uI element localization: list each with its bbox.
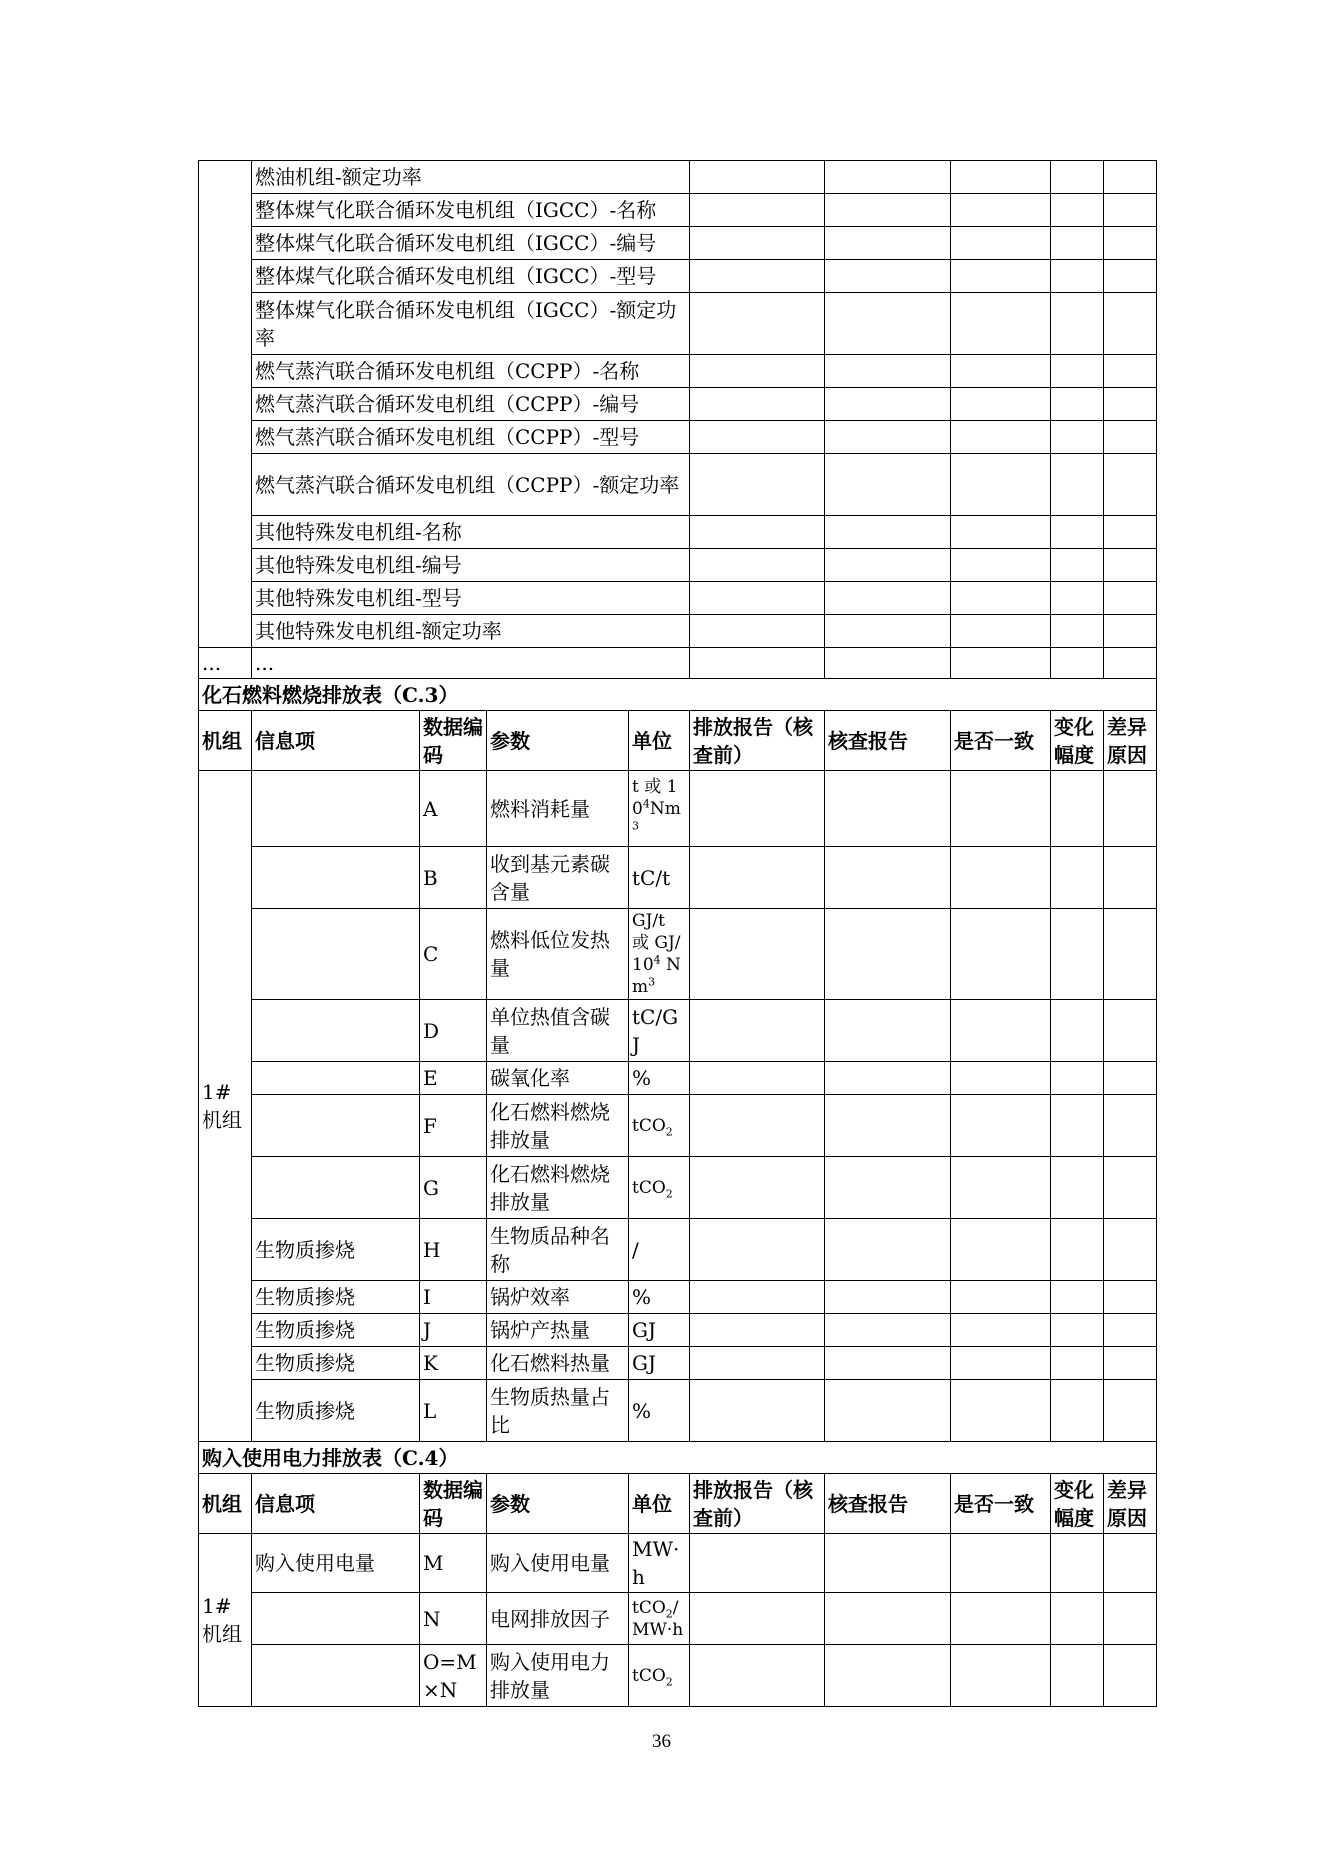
code-cell: K bbox=[420, 1347, 487, 1380]
header-change: 变化幅度 bbox=[1051, 1474, 1104, 1534]
empty-cell bbox=[690, 293, 825, 355]
empty-cell bbox=[825, 1281, 951, 1314]
unit-cell: / bbox=[629, 1219, 690, 1281]
empty-cell bbox=[825, 615, 951, 648]
header-consistent: 是否一致 bbox=[951, 1474, 1051, 1534]
empty-cell bbox=[1104, 1062, 1157, 1095]
table-row bbox=[199, 1645, 1157, 1707]
table-row bbox=[199, 771, 1157, 847]
table-row bbox=[199, 1534, 1157, 1593]
empty-cell bbox=[1051, 1380, 1104, 1442]
unit-label: 1#机组 bbox=[199, 771, 252, 1442]
info-item: 燃油机组-额定功率 bbox=[252, 161, 690, 194]
empty-cell bbox=[825, 582, 951, 615]
header-report: 排放报告（核查前） bbox=[690, 1474, 825, 1534]
code-cell: B bbox=[420, 847, 487, 909]
empty-cell bbox=[1104, 1347, 1157, 1380]
info-cell bbox=[252, 1593, 420, 1645]
table-row bbox=[199, 355, 1157, 388]
info-item: 其他特殊发电机组-型号 bbox=[252, 582, 690, 615]
empty-cell bbox=[951, 227, 1051, 260]
info-cell bbox=[252, 771, 420, 847]
param-cell: 生物质品种名称 bbox=[487, 1219, 629, 1281]
empty-cell bbox=[690, 771, 825, 847]
param-cell: 锅炉产热量 bbox=[487, 1314, 629, 1347]
empty-cell bbox=[1051, 1314, 1104, 1347]
header-change: 变化幅度 bbox=[1051, 711, 1104, 771]
table-row bbox=[199, 648, 1157, 679]
empty-cell bbox=[951, 549, 1051, 582]
table-row bbox=[199, 1380, 1157, 1442]
empty-cell bbox=[1104, 227, 1157, 260]
info-item: 燃气蒸汽联合循环发电机组（CCPP）-型号 bbox=[252, 421, 690, 454]
code-cell: C bbox=[420, 909, 487, 1000]
empty-cell bbox=[1051, 388, 1104, 421]
empty-cell bbox=[1104, 516, 1157, 549]
unit-text: / MW·h bbox=[632, 1597, 684, 1640]
table-row bbox=[199, 1157, 1157, 1219]
empty-cell bbox=[1051, 1062, 1104, 1095]
info-item: 其他特殊发电机组-额定功率 bbox=[252, 615, 690, 648]
table-row bbox=[199, 679, 1157, 711]
empty-cell bbox=[690, 648, 825, 679]
empty-cell bbox=[690, 1380, 825, 1442]
code-cell: O=M×N bbox=[420, 1645, 487, 1707]
empty-cell bbox=[1104, 847, 1157, 909]
empty-cell bbox=[1104, 293, 1157, 355]
empty-cell bbox=[1051, 1095, 1104, 1157]
info-cell: 购入使用电量 bbox=[252, 1534, 420, 1593]
table-row bbox=[199, 1095, 1157, 1157]
section-title: 购入使用电力排放表（C.4） bbox=[199, 1442, 1157, 1474]
empty-cell bbox=[951, 1219, 1051, 1281]
unit-cell: % bbox=[629, 1281, 690, 1314]
empty-cell bbox=[1104, 1281, 1157, 1314]
empty-cell bbox=[690, 227, 825, 260]
empty-cell bbox=[951, 1000, 1051, 1062]
header-measure: 单位 bbox=[629, 1474, 690, 1534]
header-consistent: 是否一致 bbox=[951, 711, 1051, 771]
table-row bbox=[199, 1593, 1157, 1645]
header-verify: 核查报告 bbox=[825, 711, 951, 771]
empty-cell bbox=[1104, 1314, 1157, 1347]
empty-cell bbox=[1104, 421, 1157, 454]
empty-cell bbox=[690, 1062, 825, 1095]
empty-cell bbox=[690, 260, 825, 293]
empty-cell bbox=[1104, 1000, 1157, 1062]
code-cell: A bbox=[420, 771, 487, 847]
empty-cell bbox=[951, 582, 1051, 615]
empty-cell bbox=[690, 1219, 825, 1281]
empty-cell bbox=[951, 355, 1051, 388]
empty-cell bbox=[690, 421, 825, 454]
unit-text: Nm bbox=[632, 955, 681, 997]
unit-sup: 3 bbox=[648, 975, 656, 989]
empty-cell bbox=[1104, 909, 1157, 1000]
table-row bbox=[199, 293, 1157, 355]
header-measure: 单位 bbox=[629, 711, 690, 771]
unit-cell: % bbox=[629, 1380, 690, 1442]
empty-cell bbox=[951, 909, 1051, 1000]
info-cell: 生物质掺烧 bbox=[252, 1219, 420, 1281]
empty-cell bbox=[690, 1645, 825, 1707]
empty-cell bbox=[1104, 582, 1157, 615]
unit-text: t 或 10 bbox=[632, 776, 678, 819]
empty-cell bbox=[1104, 615, 1157, 648]
empty-cell bbox=[951, 1281, 1051, 1314]
empty-cell bbox=[951, 1095, 1051, 1157]
empty-cell bbox=[1104, 1645, 1157, 1707]
table-row bbox=[199, 421, 1157, 454]
unit-text: tCO bbox=[632, 1665, 666, 1686]
empty-cell bbox=[1051, 516, 1104, 549]
info-cell bbox=[252, 909, 420, 1000]
empty-cell bbox=[825, 648, 951, 679]
code-cell: E bbox=[420, 1062, 487, 1095]
table-row bbox=[199, 227, 1157, 260]
unit-sub: 2 bbox=[665, 1606, 673, 1620]
empty-cell bbox=[951, 1347, 1051, 1380]
header-unit: 机组 bbox=[199, 711, 252, 771]
ellipsis-cell: ... bbox=[252, 648, 690, 679]
empty-cell bbox=[825, 1645, 951, 1707]
empty-cell bbox=[951, 1157, 1051, 1219]
empty-cell bbox=[1104, 1157, 1157, 1219]
param-cell: 化石燃料热量 bbox=[487, 1347, 629, 1380]
info-cell: 生物质掺烧 bbox=[252, 1380, 420, 1442]
empty-cell bbox=[825, 1347, 951, 1380]
empty-cell bbox=[1051, 293, 1104, 355]
code-cell: L bbox=[420, 1380, 487, 1442]
table-row bbox=[199, 1062, 1157, 1095]
empty-cell bbox=[951, 1380, 1051, 1442]
empty-cell bbox=[1051, 421, 1104, 454]
unit-sup: 4 bbox=[642, 796, 650, 810]
code-cell: N bbox=[420, 1593, 487, 1645]
empty-cell bbox=[825, 161, 951, 194]
param-cell: 购入使用电力排放量 bbox=[487, 1645, 629, 1707]
empty-cell bbox=[825, 355, 951, 388]
table-row bbox=[199, 194, 1157, 227]
empty-cell bbox=[1104, 1534, 1157, 1593]
unit-sub: 2 bbox=[665, 1674, 673, 1688]
info-cell bbox=[252, 1095, 420, 1157]
unit-cell bbox=[629, 1157, 690, 1219]
empty-cell bbox=[951, 1314, 1051, 1347]
unit-sup: 3 bbox=[632, 818, 639, 832]
empty-cell bbox=[825, 260, 951, 293]
empty-cell bbox=[951, 260, 1051, 293]
code-cell: D bbox=[420, 1000, 487, 1062]
param-cell: 收到基元素碳含量 bbox=[487, 847, 629, 909]
empty-cell bbox=[690, 355, 825, 388]
table-row bbox=[199, 1314, 1157, 1347]
empty-cell bbox=[1104, 771, 1157, 847]
info-cell bbox=[252, 1000, 420, 1062]
empty-cell bbox=[1104, 388, 1157, 421]
info-cell bbox=[252, 1645, 420, 1707]
section-title: 化石燃料燃烧排放表（C.3） bbox=[199, 679, 1157, 711]
ellipsis-cell: ... bbox=[199, 648, 252, 679]
code-cell: M bbox=[420, 1534, 487, 1593]
empty-cell bbox=[1104, 648, 1157, 679]
param-cell: 生物质热量占比 bbox=[487, 1380, 629, 1442]
param-cell: 购入使用电量 bbox=[487, 1534, 629, 1593]
table-row bbox=[199, 615, 1157, 648]
info-item: 整体煤气化联合循环发电机组（IGCC）-额定功率 bbox=[252, 293, 690, 355]
empty-cell bbox=[1051, 355, 1104, 388]
empty-cell bbox=[825, 1095, 951, 1157]
empty-cell bbox=[690, 388, 825, 421]
empty-cell bbox=[825, 771, 951, 847]
unit-cell: GJ bbox=[629, 1347, 690, 1380]
empty-cell bbox=[1051, 1347, 1104, 1380]
unit-cell: % bbox=[629, 1062, 690, 1095]
code-cell: I bbox=[420, 1281, 487, 1314]
unit-cell bbox=[629, 1095, 690, 1157]
empty-cell bbox=[690, 582, 825, 615]
empty-cell bbox=[690, 1534, 825, 1593]
empty-cell bbox=[1051, 194, 1104, 227]
empty-cell bbox=[1051, 1593, 1104, 1645]
unit-text: tCO bbox=[632, 1115, 666, 1136]
unit-label: 1#机组 bbox=[199, 1534, 252, 1707]
empty-cell bbox=[951, 516, 1051, 549]
empty-cell bbox=[825, 909, 951, 1000]
empty-cell bbox=[1051, 582, 1104, 615]
info-item: 其他特殊发电机组-编号 bbox=[252, 549, 690, 582]
empty-cell bbox=[1051, 1534, 1104, 1593]
empty-cell bbox=[1051, 1000, 1104, 1062]
empty-cell bbox=[951, 1593, 1051, 1645]
info-cell: 生物质掺烧 bbox=[252, 1281, 420, 1314]
table-row bbox=[199, 847, 1157, 909]
empty-cell bbox=[1051, 260, 1104, 293]
unit-text: Nm bbox=[649, 798, 681, 819]
empty-cell bbox=[825, 194, 951, 227]
code-cell: F bbox=[420, 1095, 487, 1157]
info-cell bbox=[252, 1157, 420, 1219]
empty-cell bbox=[825, 421, 951, 454]
unit-cell: tC/GJ bbox=[629, 1000, 690, 1062]
empty-cell bbox=[951, 771, 1051, 847]
empty-cell bbox=[951, 615, 1051, 648]
param-cell: 碳氧化率 bbox=[487, 1062, 629, 1095]
empty-cell bbox=[690, 194, 825, 227]
empty-cell bbox=[690, 847, 825, 909]
empty-cell bbox=[951, 1534, 1051, 1593]
empty-cell bbox=[690, 1593, 825, 1645]
empty-cell bbox=[1051, 1219, 1104, 1281]
empty-cell bbox=[825, 293, 951, 355]
empty-cell bbox=[825, 847, 951, 909]
info-cell bbox=[252, 847, 420, 909]
empty-cell bbox=[951, 648, 1051, 679]
unit-text: tCO bbox=[632, 1597, 666, 1618]
empty-cell bbox=[1104, 1219, 1157, 1281]
unit-text: tCO bbox=[632, 1177, 666, 1198]
empty-cell bbox=[690, 909, 825, 1000]
empty-cell bbox=[690, 549, 825, 582]
empty-cell bbox=[1051, 227, 1104, 260]
empty-cell bbox=[690, 1095, 825, 1157]
empty-cell bbox=[1051, 454, 1104, 516]
empty-cell bbox=[825, 388, 951, 421]
unit-cell bbox=[629, 909, 690, 1000]
table-row bbox=[199, 260, 1157, 293]
empty-cell bbox=[690, 1157, 825, 1219]
code-cell: H bbox=[420, 1219, 487, 1281]
info-item: 整体煤气化联合循环发电机组（IGCC）-名称 bbox=[252, 194, 690, 227]
unit-cell bbox=[629, 1593, 690, 1645]
empty-cell bbox=[825, 1534, 951, 1593]
empty-cell bbox=[825, 1314, 951, 1347]
table-row bbox=[199, 516, 1157, 549]
empty-cell bbox=[1051, 648, 1104, 679]
table-row bbox=[199, 388, 1157, 421]
page-number: 36 bbox=[652, 1731, 671, 1752]
param-cell: 电网排放因子 bbox=[487, 1593, 629, 1645]
empty-cell bbox=[951, 847, 1051, 909]
table-row bbox=[199, 454, 1157, 516]
empty-cell bbox=[1104, 549, 1157, 582]
empty-cell bbox=[825, 1219, 951, 1281]
empty-cell bbox=[1051, 847, 1104, 909]
empty-cell bbox=[1104, 194, 1157, 227]
info-item: 其他特殊发电机组-名称 bbox=[252, 516, 690, 549]
empty-cell bbox=[1104, 1095, 1157, 1157]
header-param: 参数 bbox=[487, 1474, 629, 1534]
table-row bbox=[199, 549, 1157, 582]
unit-cell: tC/t bbox=[629, 847, 690, 909]
header-unit: 机组 bbox=[199, 1474, 252, 1534]
unit-cell: GJ bbox=[629, 1314, 690, 1347]
param-cell: 化石燃料燃烧排放量 bbox=[487, 1157, 629, 1219]
unit-cell bbox=[629, 771, 690, 847]
table-row bbox=[199, 1219, 1157, 1281]
info-item: 燃气蒸汽联合循环发电机组（CCPP）-额定功率 bbox=[252, 454, 690, 516]
table-row bbox=[199, 161, 1157, 194]
table-row bbox=[199, 1474, 1157, 1534]
empty-cell bbox=[1051, 1157, 1104, 1219]
table-row bbox=[199, 1000, 1157, 1062]
unit-text: GJ/t 或 GJ/10 bbox=[632, 911, 681, 975]
empty-cell bbox=[825, 1157, 951, 1219]
empty-cell bbox=[1104, 355, 1157, 388]
empty-cell bbox=[825, 1000, 951, 1062]
table-row bbox=[199, 1442, 1157, 1474]
empty-cell bbox=[951, 194, 1051, 227]
empty-cell bbox=[1104, 454, 1157, 516]
param-cell: 化石燃料燃烧排放量 bbox=[487, 1095, 629, 1157]
empty-cell bbox=[825, 516, 951, 549]
empty-cell bbox=[951, 388, 1051, 421]
code-cell: G bbox=[420, 1157, 487, 1219]
empty-cell bbox=[690, 1314, 825, 1347]
empty-cell bbox=[1051, 615, 1104, 648]
table-row bbox=[199, 1347, 1157, 1380]
code-cell: J bbox=[420, 1314, 487, 1347]
empty-cell bbox=[1104, 260, 1157, 293]
param-cell: 单位热值含碳量 bbox=[487, 1000, 629, 1062]
header-info: 信息项 bbox=[252, 1474, 420, 1534]
empty-cell bbox=[1104, 1593, 1157, 1645]
info-cell: 生物质掺烧 bbox=[252, 1314, 420, 1347]
header-code: 数据编码 bbox=[420, 711, 487, 771]
empty-cell bbox=[825, 227, 951, 260]
param-cell: 燃料低位发热量 bbox=[487, 909, 629, 1000]
empty-cell bbox=[690, 454, 825, 516]
info-cell bbox=[252, 1062, 420, 1095]
empty-cell bbox=[690, 1000, 825, 1062]
table-row bbox=[199, 1281, 1157, 1314]
empty-cell bbox=[825, 1593, 951, 1645]
empty-cell bbox=[1051, 1281, 1104, 1314]
empty-cell bbox=[1104, 161, 1157, 194]
empty-cell bbox=[690, 1281, 825, 1314]
empty-cell bbox=[951, 1062, 1051, 1095]
empty-cell bbox=[1051, 161, 1104, 194]
unit-cell bbox=[629, 1645, 690, 1707]
empty-cell bbox=[951, 293, 1051, 355]
empty-cell bbox=[825, 454, 951, 516]
empty-cell bbox=[951, 161, 1051, 194]
table-row bbox=[199, 582, 1157, 615]
info-item: 整体煤气化联合循环发电机组（IGCC）-编号 bbox=[252, 227, 690, 260]
empty-cell bbox=[690, 516, 825, 549]
header-param: 参数 bbox=[487, 711, 629, 771]
merged-left-cell bbox=[199, 161, 252, 648]
empty-cell bbox=[690, 161, 825, 194]
header-info: 信息项 bbox=[252, 711, 420, 771]
empty-cell bbox=[1051, 909, 1104, 1000]
header-code: 数据编码 bbox=[420, 1474, 487, 1534]
header-verify: 核查报告 bbox=[825, 1474, 951, 1534]
empty-cell bbox=[825, 549, 951, 582]
empty-cell bbox=[1104, 1380, 1157, 1442]
unit-cell: MW·h bbox=[629, 1534, 690, 1593]
info-cell: 生物质掺烧 bbox=[252, 1347, 420, 1380]
empty-cell bbox=[1051, 549, 1104, 582]
unit-sub: 2 bbox=[665, 1186, 673, 1200]
table-body bbox=[199, 161, 1157, 1707]
header-report: 排放报告（核查前） bbox=[690, 711, 825, 771]
param-cell: 燃料消耗量 bbox=[487, 771, 629, 847]
empty-cell bbox=[690, 615, 825, 648]
empty-cell bbox=[1051, 771, 1104, 847]
header-reason: 差异原因 bbox=[1104, 711, 1157, 771]
empty-cell bbox=[825, 1380, 951, 1442]
info-item: 整体煤气化联合循环发电机组（IGCC）-型号 bbox=[252, 260, 690, 293]
param-cell: 锅炉效率 bbox=[487, 1281, 629, 1314]
header-reason: 差异原因 bbox=[1104, 1474, 1157, 1534]
emission-table bbox=[198, 160, 1157, 1707]
empty-cell bbox=[951, 454, 1051, 516]
empty-cell bbox=[951, 1645, 1051, 1707]
info-item: 燃气蒸汽联合循环发电机组（CCPP）-名称 bbox=[252, 355, 690, 388]
empty-cell bbox=[690, 1347, 825, 1380]
empty-cell bbox=[825, 1062, 951, 1095]
empty-cell bbox=[1051, 1645, 1104, 1707]
empty-cell bbox=[951, 421, 1051, 454]
table-row bbox=[199, 711, 1157, 771]
table-row bbox=[199, 909, 1157, 1000]
unit-sub: 2 bbox=[665, 1124, 673, 1138]
unit-sup: 4 bbox=[653, 953, 661, 967]
info-item: 燃气蒸汽联合循环发电机组（CCPP）-编号 bbox=[252, 388, 690, 421]
